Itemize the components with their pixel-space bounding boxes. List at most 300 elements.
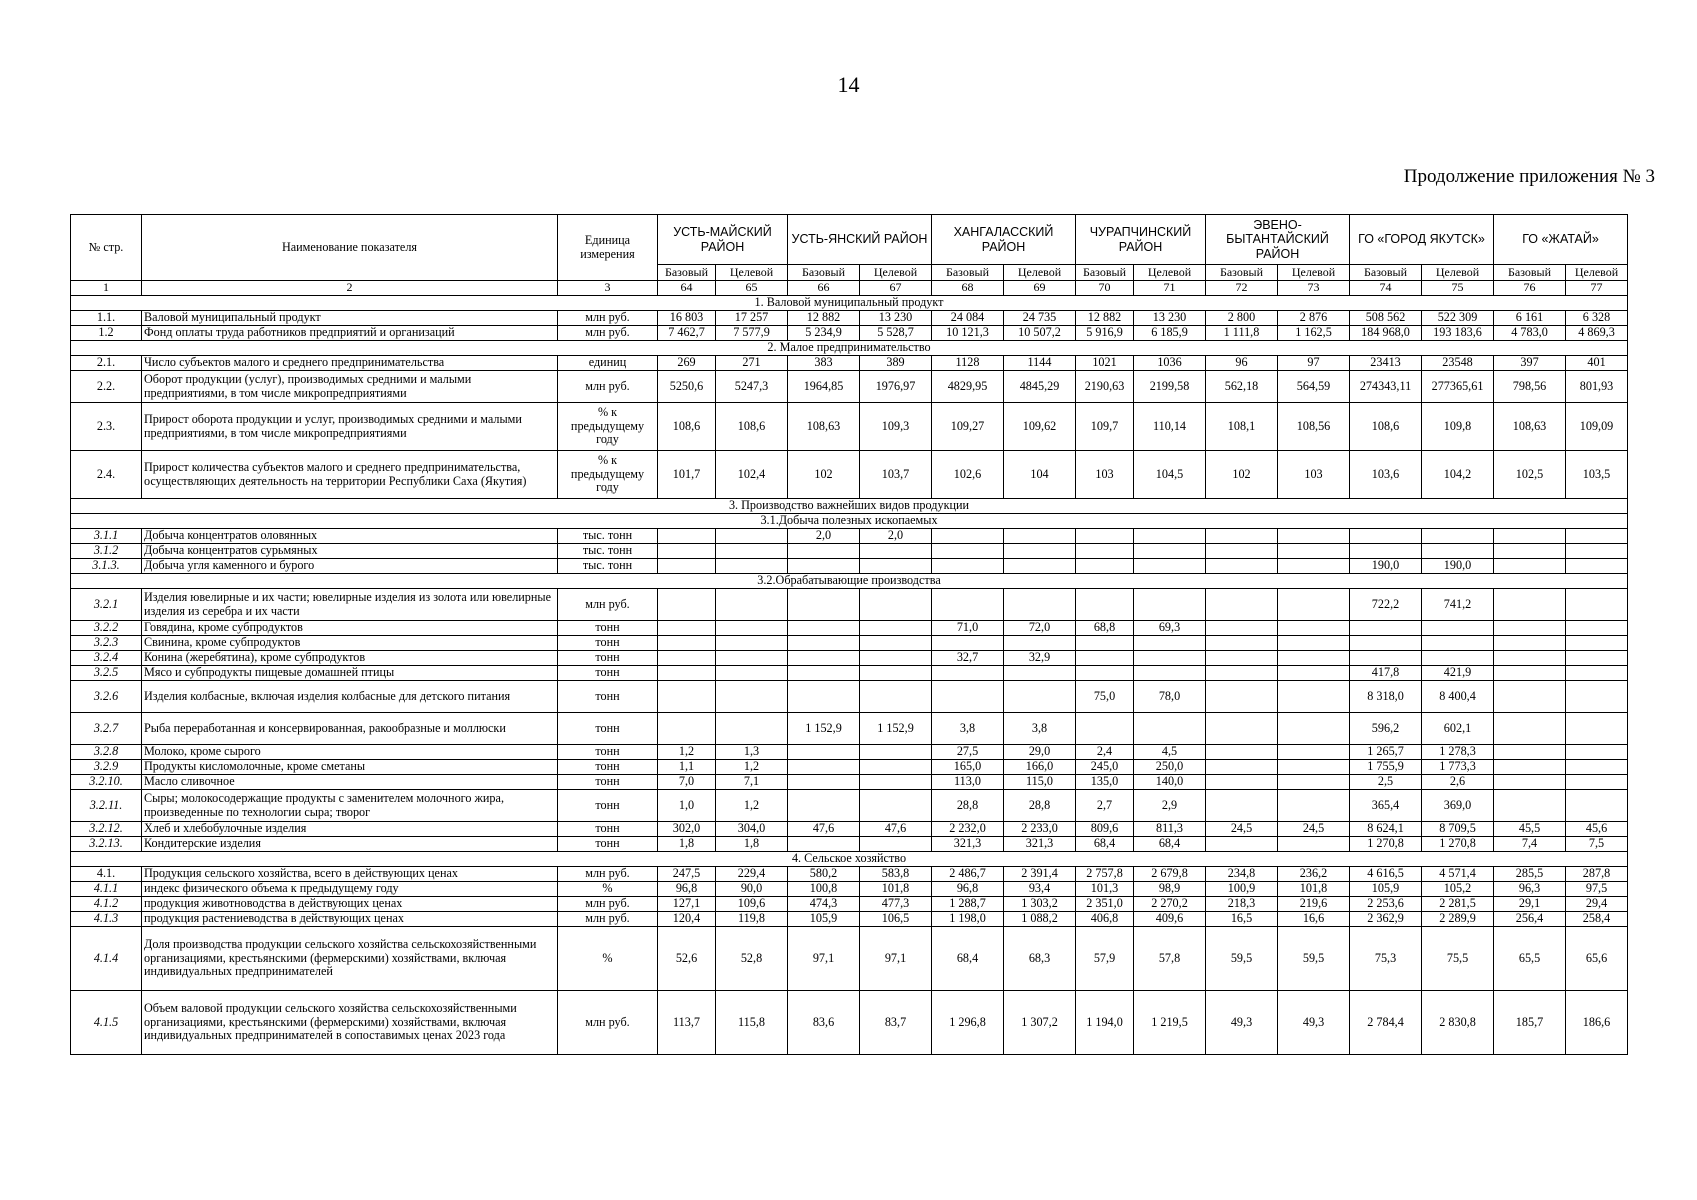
region-header: ХАНГАЛАССКИЙ РАЙОН <box>932 215 1076 265</box>
target-value-cell: 98,9 <box>1134 882 1206 897</box>
target-value-cell: 1 270,8 <box>1422 837 1494 852</box>
base-value-cell: 5 916,9 <box>1076 326 1134 341</box>
unit-cell: % <box>558 927 658 991</box>
indicator-name: Говядина, кроме субпродуктов <box>142 621 558 636</box>
base-value-cell: 113,0 <box>932 775 1004 790</box>
base-value-cell: 96 <box>1206 356 1278 371</box>
target-header: Целевой <box>1422 265 1494 281</box>
target-value-cell: 7,1 <box>716 775 788 790</box>
base-value-cell: 2 784,4 <box>1350 991 1422 1055</box>
base-value-cell: 108,63 <box>788 403 860 451</box>
target-value-cell: 1144 <box>1004 356 1076 371</box>
target-value-cell: 7,5 <box>1566 837 1628 852</box>
target-value-cell <box>1566 589 1628 621</box>
base-value-cell: 100,9 <box>1206 882 1278 897</box>
base-value-cell <box>1494 589 1566 621</box>
row-code: 3.1.2 <box>71 544 142 559</box>
base-value-cell <box>658 713 716 745</box>
target-value-cell: 271 <box>716 356 788 371</box>
target-value-cell: 32,9 <box>1004 651 1076 666</box>
row-code: 1.2 <box>71 326 142 341</box>
base-value-cell <box>1206 666 1278 681</box>
target-value-cell: 13 230 <box>1134 311 1206 326</box>
target-value-cell: 1 307,2 <box>1004 991 1076 1055</box>
indicator-name: Число субъектов малого и среднего предпринимательства <box>142 356 558 371</box>
base-value-cell: 71,0 <box>932 621 1004 636</box>
target-value-cell: 3,8 <box>1004 713 1076 745</box>
target-value-cell: 1 162,5 <box>1278 326 1350 341</box>
section-title: 3.1.Добыча полезных ископаемых <box>71 514 1628 529</box>
base-value-cell <box>932 681 1004 713</box>
target-value-cell: 219,6 <box>1278 897 1350 912</box>
target-value-cell: 166,0 <box>1004 760 1076 775</box>
unit-cell: тонн <box>558 760 658 775</box>
target-value-cell <box>716 681 788 713</box>
column-number: 76 <box>1494 281 1566 296</box>
target-value-cell <box>1278 636 1350 651</box>
column-number: 73 <box>1278 281 1350 296</box>
base-value-cell: 285,5 <box>1494 867 1566 882</box>
table-row <box>71 867 1628 882</box>
unit-cell: тонн <box>558 713 658 745</box>
base-value-cell: 5 234,9 <box>788 326 860 341</box>
base-value-cell <box>788 651 860 666</box>
base-value-cell <box>1206 636 1278 651</box>
indicator-name: Мясо и субпродукты пищевые домашней птицы <box>142 666 558 681</box>
column-number: 75 <box>1422 281 1494 296</box>
base-value-cell: 103 <box>1076 451 1134 499</box>
row-code: 3.2.4 <box>71 651 142 666</box>
target-value-cell <box>860 621 932 636</box>
row-code: 3.1.1 <box>71 529 142 544</box>
target-value-cell: 250,0 <box>1134 760 1206 775</box>
base-value-cell: 1 296,8 <box>932 991 1004 1055</box>
target-value-cell <box>860 790 932 822</box>
indicator-name: Валовой муниципальный продукт <box>142 311 558 326</box>
target-value-cell: 17 257 <box>716 311 788 326</box>
column-number: 65 <box>716 281 788 296</box>
target-value-cell <box>1278 760 1350 775</box>
section-row <box>71 499 1628 514</box>
base-value-cell: 4 616,5 <box>1350 867 1422 882</box>
target-value-cell <box>1566 760 1628 775</box>
base-value-cell: 75,3 <box>1350 927 1422 991</box>
target-value-cell <box>1566 775 1628 790</box>
unit-cell: млн руб. <box>558 371 658 403</box>
target-value-cell: 564,59 <box>1278 371 1350 403</box>
section-row <box>71 341 1628 356</box>
base-value-cell: 65,5 <box>1494 927 1566 991</box>
target-value-cell <box>1422 651 1494 666</box>
base-value-cell: 234,8 <box>1206 867 1278 882</box>
table-row <box>71 745 1628 760</box>
base-value-cell: 7 462,7 <box>658 326 716 341</box>
base-value-cell: 6 161 <box>1494 311 1566 326</box>
base-value-cell <box>1206 544 1278 559</box>
unit-cell: млн руб. <box>558 311 658 326</box>
target-value-cell: 101,8 <box>1278 882 1350 897</box>
row-code: 3.2.12. <box>71 822 142 837</box>
base-value-cell: 23413 <box>1350 356 1422 371</box>
base-value-cell <box>658 559 716 574</box>
unit-cell: млн руб. <box>558 912 658 927</box>
base-value-cell: 109,7 <box>1076 403 1134 451</box>
base-value-cell: 28,8 <box>932 790 1004 822</box>
target-value-cell <box>1566 666 1628 681</box>
target-value-cell: 28,8 <box>1004 790 1076 822</box>
table-row <box>71 790 1628 822</box>
base-value-cell: 798,56 <box>1494 371 1566 403</box>
indicator-name: Продукция сельского хозяйства, всего в действующих ценах <box>142 867 558 882</box>
base-value-cell <box>788 760 860 775</box>
section-title: 1. Валовой муниципальный продукт <box>71 296 1628 311</box>
target-value-cell <box>860 837 932 852</box>
base-value-cell: 102 <box>1206 451 1278 499</box>
target-value-cell: 29,4 <box>1566 897 1628 912</box>
target-value-cell <box>1134 589 1206 621</box>
base-value-cell: 474,3 <box>788 897 860 912</box>
target-value-cell <box>716 544 788 559</box>
column-number: 71 <box>1134 281 1206 296</box>
target-value-cell: 401 <box>1566 356 1628 371</box>
row-code: 2.1. <box>71 356 142 371</box>
base-value-cell: 105,9 <box>1350 882 1422 897</box>
target-value-cell <box>860 775 932 790</box>
target-value-cell <box>1134 713 1206 745</box>
target-value-cell <box>716 559 788 574</box>
base-value-cell <box>932 589 1004 621</box>
row-code: 4.1.4 <box>71 927 142 991</box>
base-value-cell <box>658 636 716 651</box>
table-row <box>71 713 1628 745</box>
base-value-cell: 321,3 <box>932 837 1004 852</box>
target-value-cell: 108,56 <box>1278 403 1350 451</box>
base-value-cell: 302,0 <box>658 822 716 837</box>
row-code: 1.1. <box>71 311 142 326</box>
base-value-cell <box>1494 529 1566 544</box>
base-value-cell <box>1206 760 1278 775</box>
indicators-table <box>70 214 1628 1055</box>
target-value-cell: 109,62 <box>1004 403 1076 451</box>
target-value-cell <box>1004 636 1076 651</box>
indicator-name: Добыча концентратов сурьмяных <box>142 544 558 559</box>
base-value-cell: 108,6 <box>1350 403 1422 451</box>
base-value-cell <box>1206 681 1278 713</box>
base-value-cell: 1 265,7 <box>1350 745 1422 760</box>
base-value-cell <box>1494 790 1566 822</box>
unit-cell: % к предыдущему году <box>558 451 658 499</box>
target-value-cell <box>1134 636 1206 651</box>
base-value-cell: 102 <box>788 451 860 499</box>
base-value-cell: 2 800 <box>1206 311 1278 326</box>
target-value-cell: 104 <box>1004 451 1076 499</box>
base-value-cell: 10 121,3 <box>932 326 1004 341</box>
target-value-cell <box>1422 529 1494 544</box>
target-header: Целевой <box>860 265 932 281</box>
indicator-name: Продукты кисломолочные, кроме сметаны <box>142 760 558 775</box>
target-value-cell: 69,3 <box>1134 621 1206 636</box>
base-value-cell <box>1494 760 1566 775</box>
base-value-cell: 190,0 <box>1350 559 1422 574</box>
base-value-cell: 102,6 <box>932 451 1004 499</box>
base-value-cell: 1021 <box>1076 356 1134 371</box>
base-value-cell: 165,0 <box>932 760 1004 775</box>
target-value-cell: 190,0 <box>1422 559 1494 574</box>
target-value-cell: 49,3 <box>1278 991 1350 1055</box>
base-value-cell <box>932 559 1004 574</box>
target-value-cell: 389 <box>860 356 932 371</box>
base-value-cell <box>788 837 860 852</box>
target-value-cell: 93,4 <box>1004 882 1076 897</box>
base-value-cell: 4 783,0 <box>1494 326 1566 341</box>
base-value-cell <box>658 651 716 666</box>
target-value-cell: 47,6 <box>860 822 932 837</box>
target-value-cell <box>716 589 788 621</box>
base-value-cell <box>1494 775 1566 790</box>
base-value-cell: 101,7 <box>658 451 716 499</box>
base-value-cell: 135,0 <box>1076 775 1134 790</box>
base-value-cell <box>658 681 716 713</box>
target-value-cell <box>1566 529 1628 544</box>
table-row <box>71 882 1628 897</box>
base-value-cell: 2 232,0 <box>932 822 1004 837</box>
target-value-cell <box>1278 666 1350 681</box>
base-value-cell <box>932 666 1004 681</box>
continuation-title: Продолжение приложения № 3 <box>1403 166 1655 187</box>
target-value-cell <box>1134 544 1206 559</box>
target-header: Целевой <box>716 265 788 281</box>
row-code: 3.1.3. <box>71 559 142 574</box>
target-value-cell: 68,4 <box>1134 837 1206 852</box>
table-row <box>71 559 1628 574</box>
target-value-cell <box>1004 529 1076 544</box>
target-value-cell: 1 219,5 <box>1134 991 1206 1055</box>
target-value-cell: 369,0 <box>1422 790 1494 822</box>
target-value-cell: 16,6 <box>1278 912 1350 927</box>
unit-cell: тонн <box>558 822 658 837</box>
target-value-cell: 72,0 <box>1004 621 1076 636</box>
region-header: УСТЬ-МАЙСКИЙ РАЙОН <box>658 215 788 265</box>
target-value-cell: 522 309 <box>1422 311 1494 326</box>
target-value-cell <box>1004 544 1076 559</box>
base-header: Базовый <box>1494 265 1566 281</box>
target-value-cell: 83,7 <box>860 991 932 1055</box>
base-value-cell: 96,3 <box>1494 882 1566 897</box>
unit-cell: тонн <box>558 681 658 713</box>
target-value-cell <box>1566 745 1628 760</box>
target-value-cell <box>716 529 788 544</box>
indicator-name: Добыча концентратов оловянных <box>142 529 558 544</box>
target-value-cell <box>1278 713 1350 745</box>
base-value-cell: 256,4 <box>1494 912 1566 927</box>
column-number: 77 <box>1566 281 1628 296</box>
column-number: 3 <box>558 281 658 296</box>
target-value-cell: 59,5 <box>1278 927 1350 991</box>
base-value-cell <box>1494 713 1566 745</box>
indicator-name: продукция растениеводства в действующих ценах <box>142 912 558 927</box>
row-code: 3.2.2 <box>71 621 142 636</box>
row-code: 3.2.11. <box>71 790 142 822</box>
target-value-cell: 110,14 <box>1134 403 1206 451</box>
unit-cell: млн руб. <box>558 991 658 1055</box>
unit-cell: млн руб. <box>558 897 658 912</box>
target-value-cell: 10 507,2 <box>1004 326 1076 341</box>
target-header: Целевой <box>1004 265 1076 281</box>
target-value-cell: 583,8 <box>860 867 932 882</box>
row-code: 4.1.2 <box>71 897 142 912</box>
base-value-cell: 49,3 <box>1206 991 1278 1055</box>
base-value-cell <box>1350 636 1422 651</box>
target-value-cell: 2 281,5 <box>1422 897 1494 912</box>
base-value-cell <box>1206 559 1278 574</box>
indicator-name: Оборот продукции (услуг), производимых средними и малыми предприятиями, в том числе микропредприятиями <box>142 371 558 403</box>
base-value-cell: 1 111,8 <box>1206 326 1278 341</box>
target-value-cell: 321,3 <box>1004 837 1076 852</box>
table-row <box>71 897 1628 912</box>
base-value-cell: 100,8 <box>788 882 860 897</box>
target-value-cell: 1 303,2 <box>1004 897 1076 912</box>
target-value-cell: 90,0 <box>716 882 788 897</box>
base-header: Базовый <box>1350 265 1422 281</box>
target-value-cell <box>1566 544 1628 559</box>
target-value-cell: 104,2 <box>1422 451 1494 499</box>
base-value-cell <box>1206 775 1278 790</box>
row-code: 4.1.5 <box>71 991 142 1055</box>
table-row <box>71 912 1628 927</box>
base-value-cell: 2,7 <box>1076 790 1134 822</box>
row-code: 3.2.13. <box>71 837 142 852</box>
target-value-cell <box>860 681 932 713</box>
target-value-cell: 2,0 <box>860 529 932 544</box>
target-value-cell: 119,8 <box>716 912 788 927</box>
target-value-cell: 229,4 <box>716 867 788 882</box>
base-value-cell: 75,0 <box>1076 681 1134 713</box>
target-value-cell: 97,1 <box>860 927 932 991</box>
target-value-cell: 1,3 <box>716 745 788 760</box>
table-row <box>71 991 1628 1055</box>
unit-cell: тонн <box>558 666 658 681</box>
base-value-cell: 397 <box>1494 356 1566 371</box>
base-value-cell <box>932 529 1004 544</box>
base-value-cell: 2,4 <box>1076 745 1134 760</box>
row-code: 2.3. <box>71 403 142 451</box>
target-value-cell <box>1278 651 1350 666</box>
base-value-cell: 269 <box>658 356 716 371</box>
unit-cell: тонн <box>558 837 658 852</box>
base-value-cell: 1 288,7 <box>932 897 1004 912</box>
table-row <box>71 822 1628 837</box>
target-value-cell <box>1278 559 1350 574</box>
base-value-cell: 406,8 <box>1076 912 1134 927</box>
base-value-cell: 1 194,0 <box>1076 991 1134 1055</box>
target-value-cell: 2 289,9 <box>1422 912 1494 927</box>
base-value-cell <box>1076 636 1134 651</box>
base-value-cell: 383 <box>788 356 860 371</box>
target-value-cell <box>860 589 932 621</box>
table-row <box>71 371 1628 403</box>
target-value-cell <box>1566 651 1628 666</box>
base-value-cell <box>788 559 860 574</box>
target-value-cell <box>716 651 788 666</box>
table-row <box>71 760 1628 775</box>
target-value-cell: 2,9 <box>1134 790 1206 822</box>
page-number: 14 <box>837 72 860 97</box>
target-value-cell: 2,6 <box>1422 775 1494 790</box>
target-value-cell <box>1566 559 1628 574</box>
table-row <box>71 544 1628 559</box>
target-value-cell: 1 088,2 <box>1004 912 1076 927</box>
row-code: 4.1.3 <box>71 912 142 927</box>
target-value-cell <box>860 666 932 681</box>
target-value-cell <box>1566 636 1628 651</box>
table-row <box>71 311 1628 326</box>
target-value-cell <box>716 666 788 681</box>
base-value-cell: 4829,95 <box>932 371 1004 403</box>
target-value-cell: 2 391,4 <box>1004 867 1076 882</box>
region-header: ЧУРАПЧИНСКИЙ РАЙОН <box>1076 215 1206 265</box>
target-value-cell: 304,0 <box>716 822 788 837</box>
target-value-cell: 258,4 <box>1566 912 1628 927</box>
base-value-cell: 16,5 <box>1206 912 1278 927</box>
table-row <box>71 451 1628 499</box>
base-value-cell <box>1206 790 1278 822</box>
target-value-cell <box>716 713 788 745</box>
base-value-cell: 83,6 <box>788 991 860 1055</box>
base-value-cell: 5250,6 <box>658 371 716 403</box>
target-value-cell <box>860 559 932 574</box>
target-value-cell: 109,8 <box>1422 403 1494 451</box>
column-numbers-row <box>71 281 1628 296</box>
target-value-cell: 1,2 <box>716 790 788 822</box>
target-value-cell: 104,5 <box>1134 451 1206 499</box>
target-value-cell: 24 735 <box>1004 311 1076 326</box>
column-number: 66 <box>788 281 860 296</box>
base-value-cell: 103,6 <box>1350 451 1422 499</box>
base-value-cell: 1 755,9 <box>1350 760 1422 775</box>
target-value-cell <box>860 544 932 559</box>
table-row <box>71 651 1628 666</box>
base-value-cell <box>1206 621 1278 636</box>
target-value-cell: 6 185,9 <box>1134 326 1206 341</box>
section-row <box>71 852 1628 867</box>
target-value-cell: 8 709,5 <box>1422 822 1494 837</box>
unit-cell: тонн <box>558 621 658 636</box>
region-header: ГО «ГОРОД ЯКУТСК» <box>1350 215 1494 265</box>
target-value-cell: 103 <box>1278 451 1350 499</box>
unit-cell: тыс. тонн <box>558 529 658 544</box>
column-number: 64 <box>658 281 716 296</box>
base-value-cell <box>1076 713 1134 745</box>
target-value-cell: 115,0 <box>1004 775 1076 790</box>
base-value-cell <box>788 681 860 713</box>
base-value-cell <box>1206 713 1278 745</box>
base-value-cell: 8 318,0 <box>1350 681 1422 713</box>
target-value-cell: 97,5 <box>1566 882 1628 897</box>
unit-cell: единиц <box>558 356 658 371</box>
unit-cell: тонн <box>558 651 658 666</box>
base-value-cell <box>1494 544 1566 559</box>
indicator-name: Сыры; молокосодержащие продукты с заменителем молочного жира, произведенные по технологии сыра; творог <box>142 790 558 822</box>
row-code: 3.2.3 <box>71 636 142 651</box>
target-value-cell: 4845,29 <box>1004 371 1076 403</box>
target-value-cell: 97 <box>1278 356 1350 371</box>
base-value-cell: 1,1 <box>658 760 716 775</box>
column-number: 2 <box>142 281 558 296</box>
section-title: 4. Сельское хозяйство <box>71 852 1628 867</box>
target-value-cell: 741,2 <box>1422 589 1494 621</box>
base-value-cell: 508 562 <box>1350 311 1422 326</box>
base-value-cell: 809,6 <box>1076 822 1134 837</box>
